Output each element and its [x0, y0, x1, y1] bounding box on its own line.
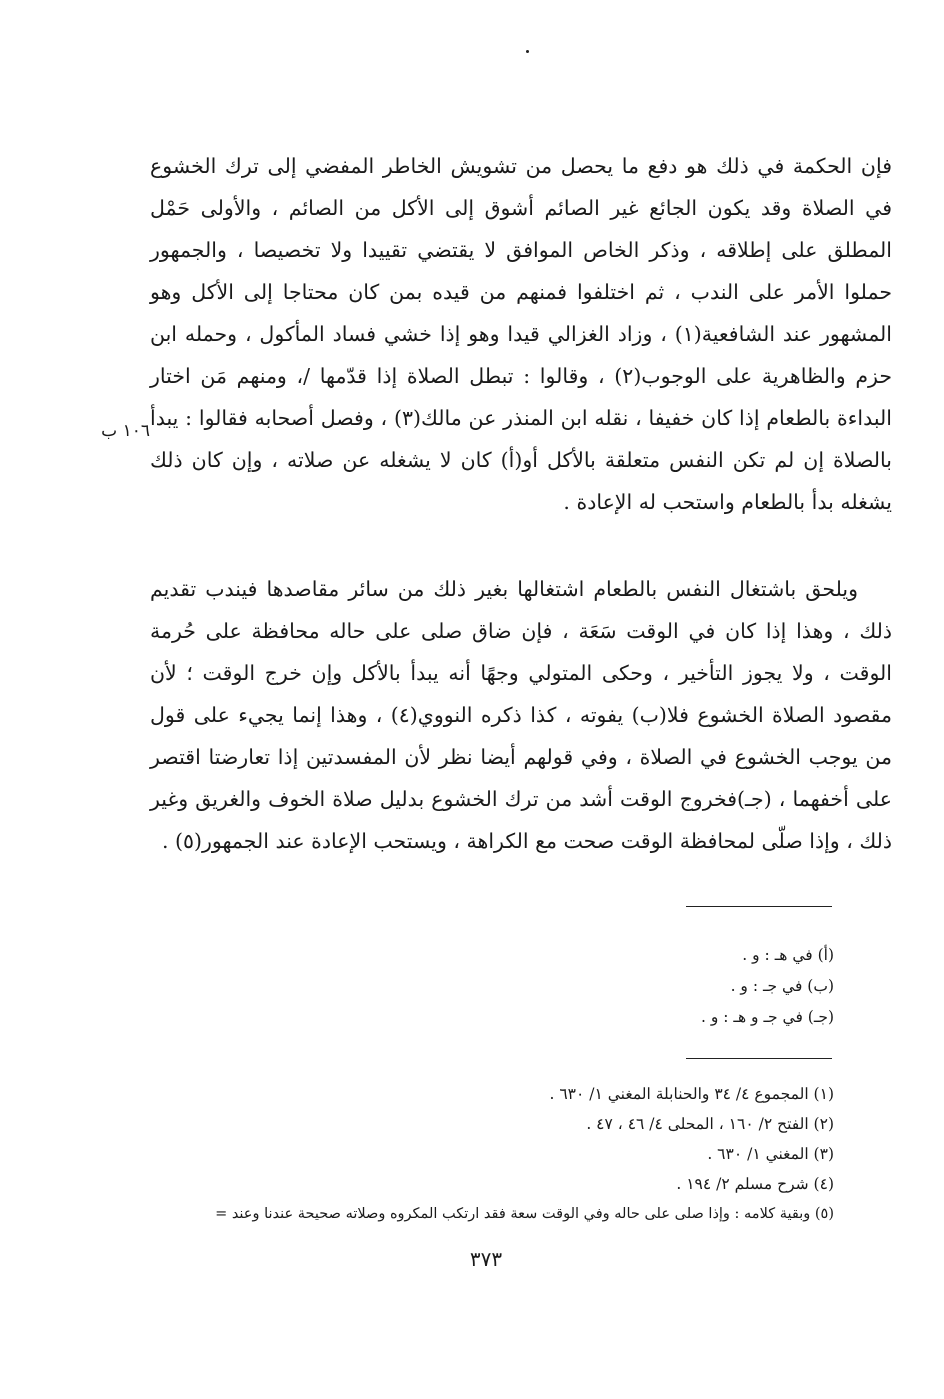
manuscript-folio-marker: ١٠٦ ب: [101, 421, 150, 441]
variant-note: (ب) في جـ : و .: [730, 977, 834, 995]
variant-note: (أ) في هـ : و .: [742, 946, 834, 964]
footnote: (٤) شرح مسلم ٢/ ١٩٤ .: [676, 1175, 834, 1193]
footnote-separator-rule: [686, 906, 832, 907]
variant-notes-list: [114, 940, 834, 1033]
footnote: (١) المجموع ٤/ ٣٤ والحنابلة المغني ١/ ٦٣٠ .: [549, 1085, 834, 1103]
footnote: (٣) المغني ١/ ٦٣٠ .: [707, 1145, 834, 1163]
main-paragraph-1: [150, 145, 892, 523]
footnote: (٥) وبقية كلامه : وإذا صلى على حاله وفي الوقت سعة فقد ارتكب المكروه وصلاته صحيحة عندنا وعند =: [215, 1206, 834, 1222]
paragraph-text: فإن الحكمة في ذلك هو دفع ما يحصل من تشويش الخاطر المفضي إلى ترك الخشوع في الصلاة وقد يكون الجائع غير الصائم أشوق إلى الأكل من الصائم ، والأولى حَمْل المطلق على إطلاقه ، وذكر الخاص الموافق لا يقتضي تقييدا ولا تخصيصا ، والجمهور حملوا الأمر على الندب ، ثم اختلفوا فمنهم من قيده بمن كان محتاجا إلى الأكل وهو المشهور عند الشافعية(١) ، وزاد الغزالي قيدا وهو إذا خشي فساد المأكول ، وحمله ابن حزم والظاهرية على الوجوب(٢) ، وقالوا : تبطل الصلاة إذا قدّمها /، ومنهم مَن اختار البداءة بالطعام إذا كان خفيفا ، نقله ابن المنذر عن مالك(٣) ، وفصل أصحابه فقالوا : يبدأ بالصلاة إن لم تكن النفس متعلقة بالأكل أو(أ) كان لا يشغله عن صلاته ، وإن كان ذلك يشغله بدأ بالطعام واستحب له الإعادة .: [150, 154, 892, 514]
page-speck: [526, 50, 529, 53]
footnote: (٢) الفتح ٢/ ١٦٠ ، المحلى ٤/ ٤٦ ، ٤٧ .: [586, 1115, 834, 1133]
variant-note: (جـ) في جـ و هـ : و .: [701, 1008, 834, 1026]
page-number: ٣٧٣: [469, 1247, 503, 1271]
footnote-separator-rule: [686, 1058, 832, 1059]
footnotes-list: [114, 1079, 834, 1229]
main-paragraph-2: [150, 568, 892, 862]
paragraph-text: ويلحق باشتغال النفس بالطعام اشتغالها بغير ذلك من سائر مقاصدها فيندب تقديم ذلك ، وهذا إذا كان في الوقت سَعَة ، فإن ضاق صلى على حاله محافظة على حُرمة الوقت ، ولا يجوز التأخير ، وحكى المتولي وجهًا أنه يبدأ بالأكل وإن خرج الوقت ؛ لأن مقصود الصلاة الخشوع فلا(ب) يفوته ، كذا ذكره النووي(٤) ، وهذا إنما يجيء على قول من يوجب الخشوع في الصلاة ، وفي قولهم أيضا نظر لأن المفسدتين إذا تعارضتا اقتصر على أخفهما ، (جـ)فخروج الوقت أشد من ترك الخشوع بدليل صلاة الخوف والغريق وغير ذلك ، وإذا صلّى لمحافظة الوقت صحت مع الكراهة ، ويستحب الإعادة عند الجمهور(٥) .: [150, 577, 892, 853]
